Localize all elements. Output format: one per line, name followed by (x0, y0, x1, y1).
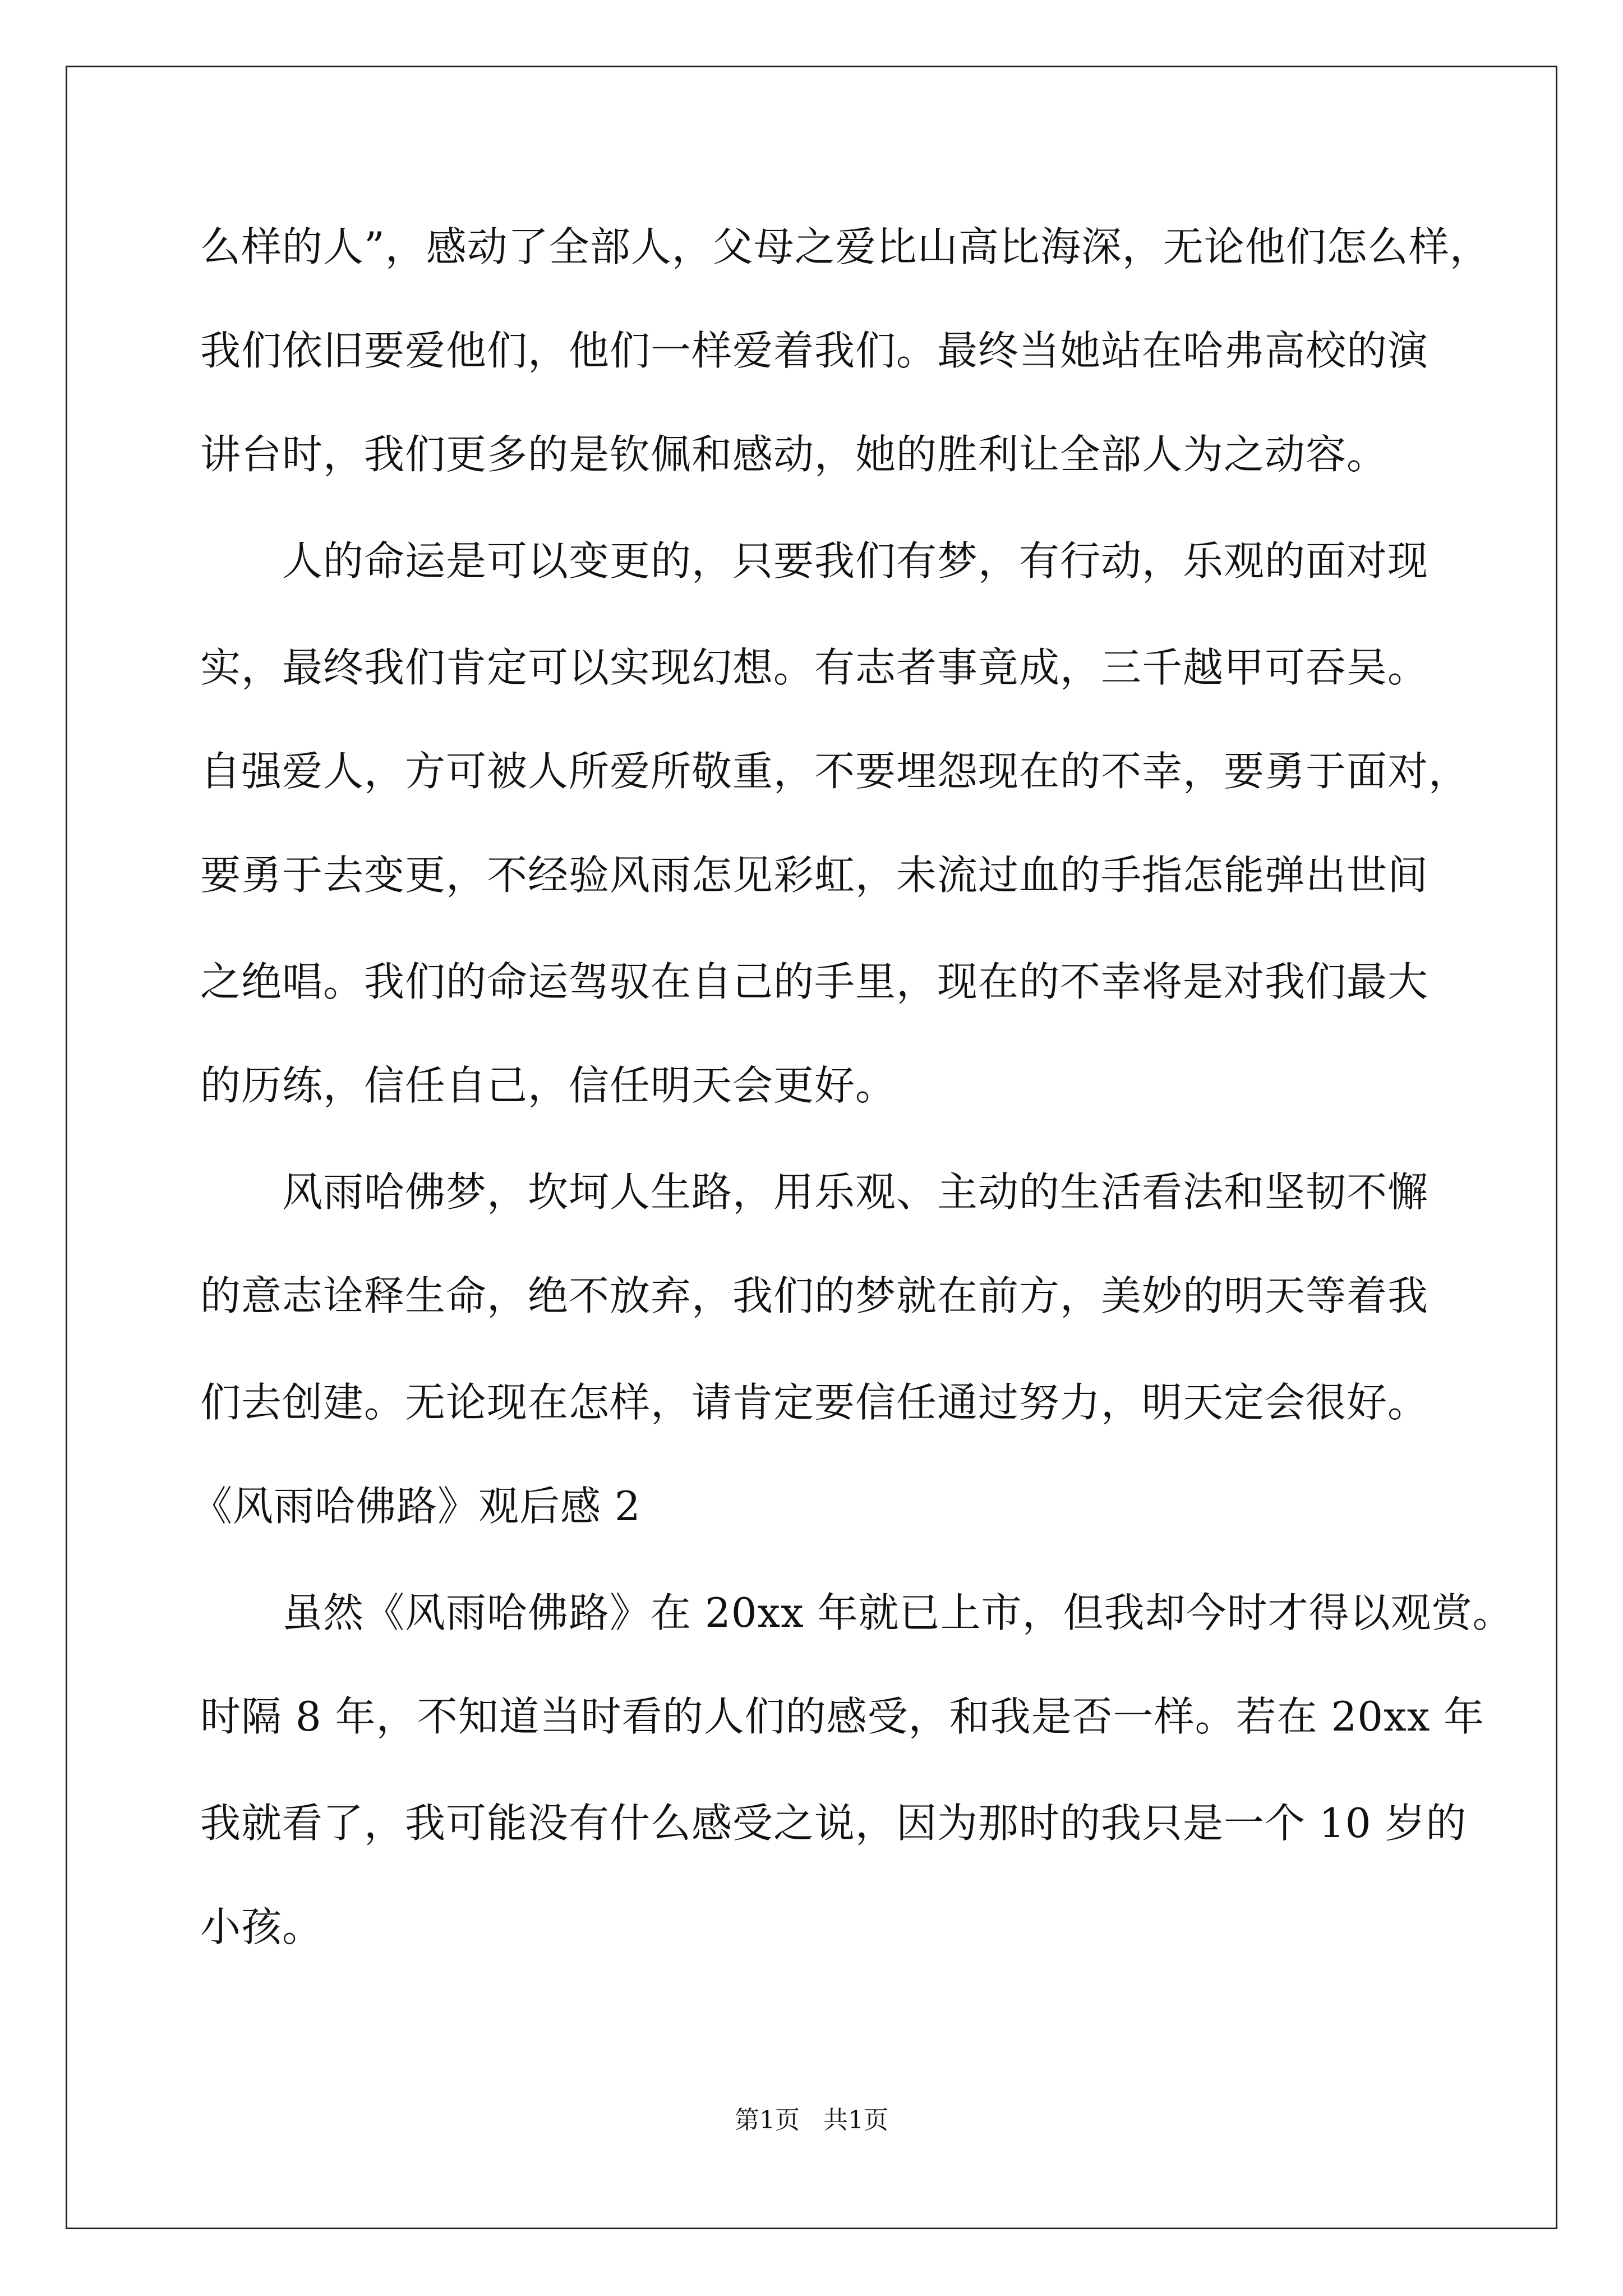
text-line: 我们依旧要爱他们，他们一样爱着我们。最终当她站在哈弗高校的演 (200, 327, 1429, 374)
page-footer: 第1页 共1页 (735, 2106, 888, 2134)
text-line: 风雨哈佛梦，坎坷人生路，用乐观、主动的生活看法和坚韧不懈 (200, 1168, 1429, 1216)
section-heading: 《风雨哈佛路》观后感 2 (192, 1483, 641, 1530)
text-line: 们去创建。无论现在怎样，请肯定要信任通过努力，明天定会很好。 (200, 1379, 1429, 1426)
text-line: 么样的人”，感动了全部人，父母之爱比山高比海深，无论他们怎么样， (200, 223, 1491, 270)
text-line: 我就看了，我可能没有什么感受之说，因为那时的我只是一个 10 岁的 (200, 1800, 1467, 1847)
text-line: 的意志诠释生命，绝不放弃，我们的梦就在前方，美妙的明天等着我 (200, 1272, 1429, 1319)
text-line: 讲台时，我们更多的是钦佩和感动，她的胜利让全部人为之动容。 (200, 431, 1388, 478)
text-line: 时隔 8 年，不知道当时看的人们的感受，和我是否一样。若在 20xx 年 (200, 1693, 1485, 1740)
text-line: 小孩。 (200, 1903, 324, 1950)
text-line: 人的命运是可以变更的，只要我们有梦，有行动，乐观的面对现 (200, 537, 1429, 585)
text-line: 实，最终我们肯定可以实现幻想。有志者事竟成，三千越甲可吞吴。 (200, 644, 1429, 691)
text-line: 要勇于去变更，不经验风雨怎见彩虹，未流过血的手指怎能弹出世间 (200, 852, 1429, 899)
text-line: 虽然《风雨哈佛路》在 20xx 年就已上市，但我却今时才得以观赏。 (200, 1589, 1514, 1636)
text-line: 自强爱人，方可被人所爱所敬重，不要埋怨现在的不幸，要勇于面对， (200, 748, 1470, 795)
text-line: 的历练，信任自己，信任明天会更好。 (200, 1062, 897, 1109)
text-line: 之绝唱。我们的命运驾驭在自己的手里，现在的不幸将是对我们最大 (200, 958, 1429, 1005)
